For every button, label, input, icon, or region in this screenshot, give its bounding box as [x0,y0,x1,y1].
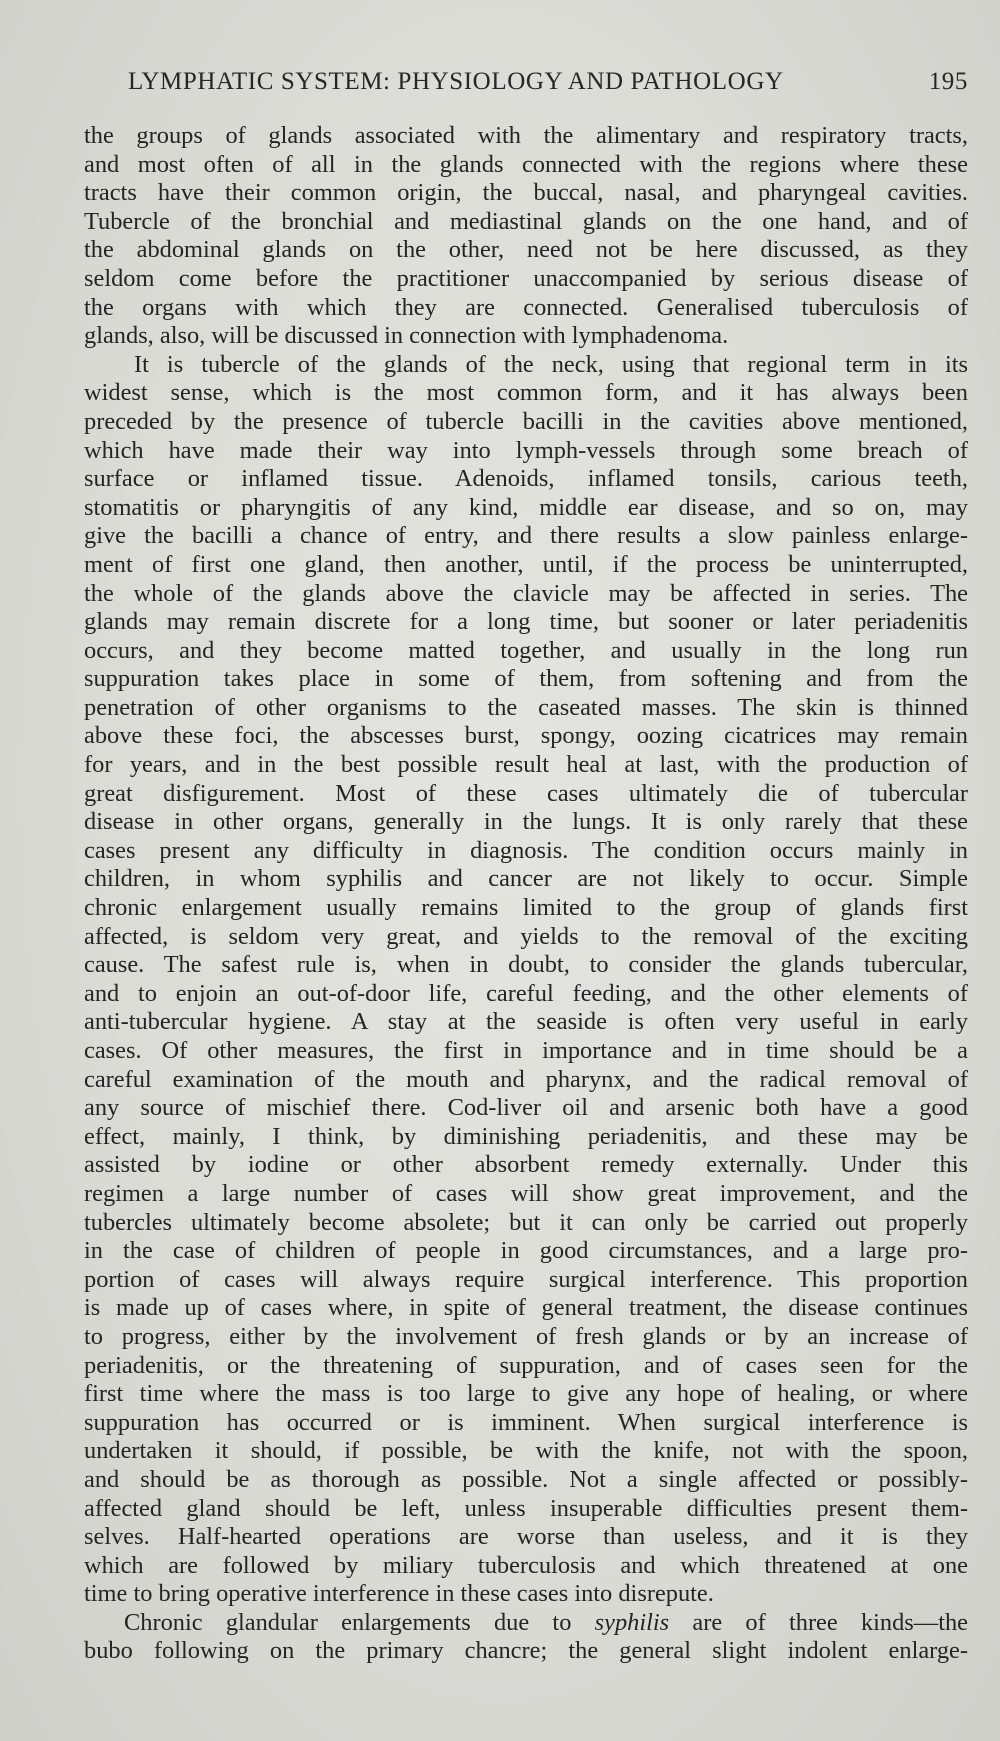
text-line: the groups of glands associated with the alimentary and respiratory tracts, [84,122,968,149]
text-line: the whole of the glands above the clavicle may be affected in series. The [84,579,968,607]
text-line: bubo following on the primary chancre; the general slight indolent enlarge- [84,1637,968,1665]
text-line: disease in other organs, generally in the lungs. It is only rarely that these [84,808,968,836]
text-line: and should be as thorough as possible. Not a single affected or possibly- [84,1465,968,1493]
text-line: tubercles ultimately become absolete; but it can only be carried out properly [84,1208,968,1236]
text-line: ment of first one gland, then another, until, if the process be uninterrupted, [84,550,968,578]
page-number: 195 [928,68,968,95]
text-line: preceded by the presence of tubercle bacilli in the cavities above mentioned, [84,407,968,435]
text-line: periadenitis, or the threatening of suppuration, and of cases seen for the [84,1351,968,1379]
text-line: suppuration has occurred or is imminent. When surgical interference is [84,1408,968,1436]
running-head [128,68,968,104]
text-line: occurs, and they become matted together, and usually in the long run [84,636,968,664]
text-line: It is tubercle of the glands of the neck, using that regional term in its [134,350,968,378]
text-line: regimen a large number of cases will show great improvement, and the [84,1179,968,1207]
italic-term: syphilis [594,1608,670,1636]
text-line: cases present any difficulty in diagnosis. The condition occurs mainly in [84,836,968,864]
text-line: for years, and in the best possible result heal at last, with the production of [84,751,968,779]
text-line: and most often of all in the glands connected with the regions where these [84,150,968,178]
text-line: assisted by iodine or other absorbent remedy externally. Under this [84,1151,968,1179]
text-run: Chronic glandular enlargements due to [124,1608,595,1636]
text-run: are of three kinds—the [669,1608,968,1636]
text-line: affected gland should be left, unless insuperable difficulties present them- [84,1494,968,1522]
text-line: which have made their way into lymph-vessels through some breach of [84,436,968,464]
text-line: anti-tubercular hygiene. A stay at the seaside is often very useful in early [84,1008,968,1036]
text-line: to progress, either by the involvement of fresh glands or by an increase of [84,1322,968,1350]
text-line: selves. Half-hearted operations are worse than useless, and it is they [84,1523,968,1551]
text-line: and to enjoin an out-of-door life, careful feeding, and the other elements of [84,979,968,1007]
text-line: the abdominal glands on the other, need not be here discussed, as they [84,236,968,264]
text-line: careful examination of the mouth and pharynx, and the radical removal of [84,1065,968,1093]
text-line [84,1609,968,1638]
text-line: above these foci, the abscesses burst, spongy, oozing cicatrices may remain [84,722,968,750]
text-line: affected, is seldom very great, and yields to the removal of the exciting [84,922,968,950]
text-line: glands may remain discrete for a long time, but sooner or later periadenitis [84,608,968,636]
text-line: first time where the mass is too large to give any hope of healing, or where [84,1380,968,1408]
text-line: any source of mischief there. Cod-liver oil and arsenic both have a good [84,1094,968,1122]
text-line: great disfigurement. Most of these cases ultimately die of tubercular [84,779,968,807]
text-line: Tubercle of the bronchial and mediastinal glands on the one hand, and of [84,207,968,235]
text-line: which are followed by miliary tuberculosis and which threatened at one [84,1551,968,1579]
text-line: in the case of children of people in good circumstances, and a large pro- [84,1237,968,1265]
text-line: stomatitis or pharyngitis of any kind, middle ear disease, and so on, may [84,493,968,521]
running-head-title: LYMPHATIC SYSTEM: PHYSIOLOGY AND PATHOLOGY [128,68,784,95]
text-line: widest sense, which is the most common form, and it has always been [84,379,968,407]
text-line: undertaken it should, if possible, be with the knife, not with the spoon, [84,1437,968,1465]
text-line: is made up of cases where, in spite of general treatment, the disease continues [84,1294,968,1322]
text-line: effect, mainly, I think, by diminishing periadenitis, and these may be [84,1122,968,1150]
text-line: children, in whom syphilis and cancer are not likely to occur. Simple [84,865,968,893]
text-line: give the bacilli a chance of entry, and there results a slow painless enlarge- [84,522,968,550]
text-line: the organs with which they are connected. Generalised tuberculosis of [84,293,968,321]
text-line: seldom come before the practitioner unaccompanied by serious disease of [84,264,968,292]
text-line: time to bring operative interference in these cases into disrepute. [84,1580,714,1608]
text-line: glands, also, will be discussed in connection with lymphadenoma. [84,322,729,350]
text-line: chronic enlargement usually remains limited to the group of glands first [84,894,968,922]
text-line: cases. Of other measures, the first in importance and in time should be a [84,1037,968,1064]
text-line: cause. The safest rule is, when in doubt, to consider the glands tubercular, [84,951,968,979]
text-line: portion of cases will always require surgical interference. This proportion [84,1265,968,1293]
text-line: penetration of other organisms to the caseated masses. The skin is thinned [84,693,968,721]
body-text [84,122,968,1666]
text-line: suppuration takes place in some of them, from softening and from the [84,665,968,693]
text-line: tracts have their common origin, the buccal, nasal, and pharyngeal cavities. [84,179,968,207]
text-line: surface or inflamed tissue. Adenoids, inflamed tonsils, carious teeth, [84,465,968,493]
